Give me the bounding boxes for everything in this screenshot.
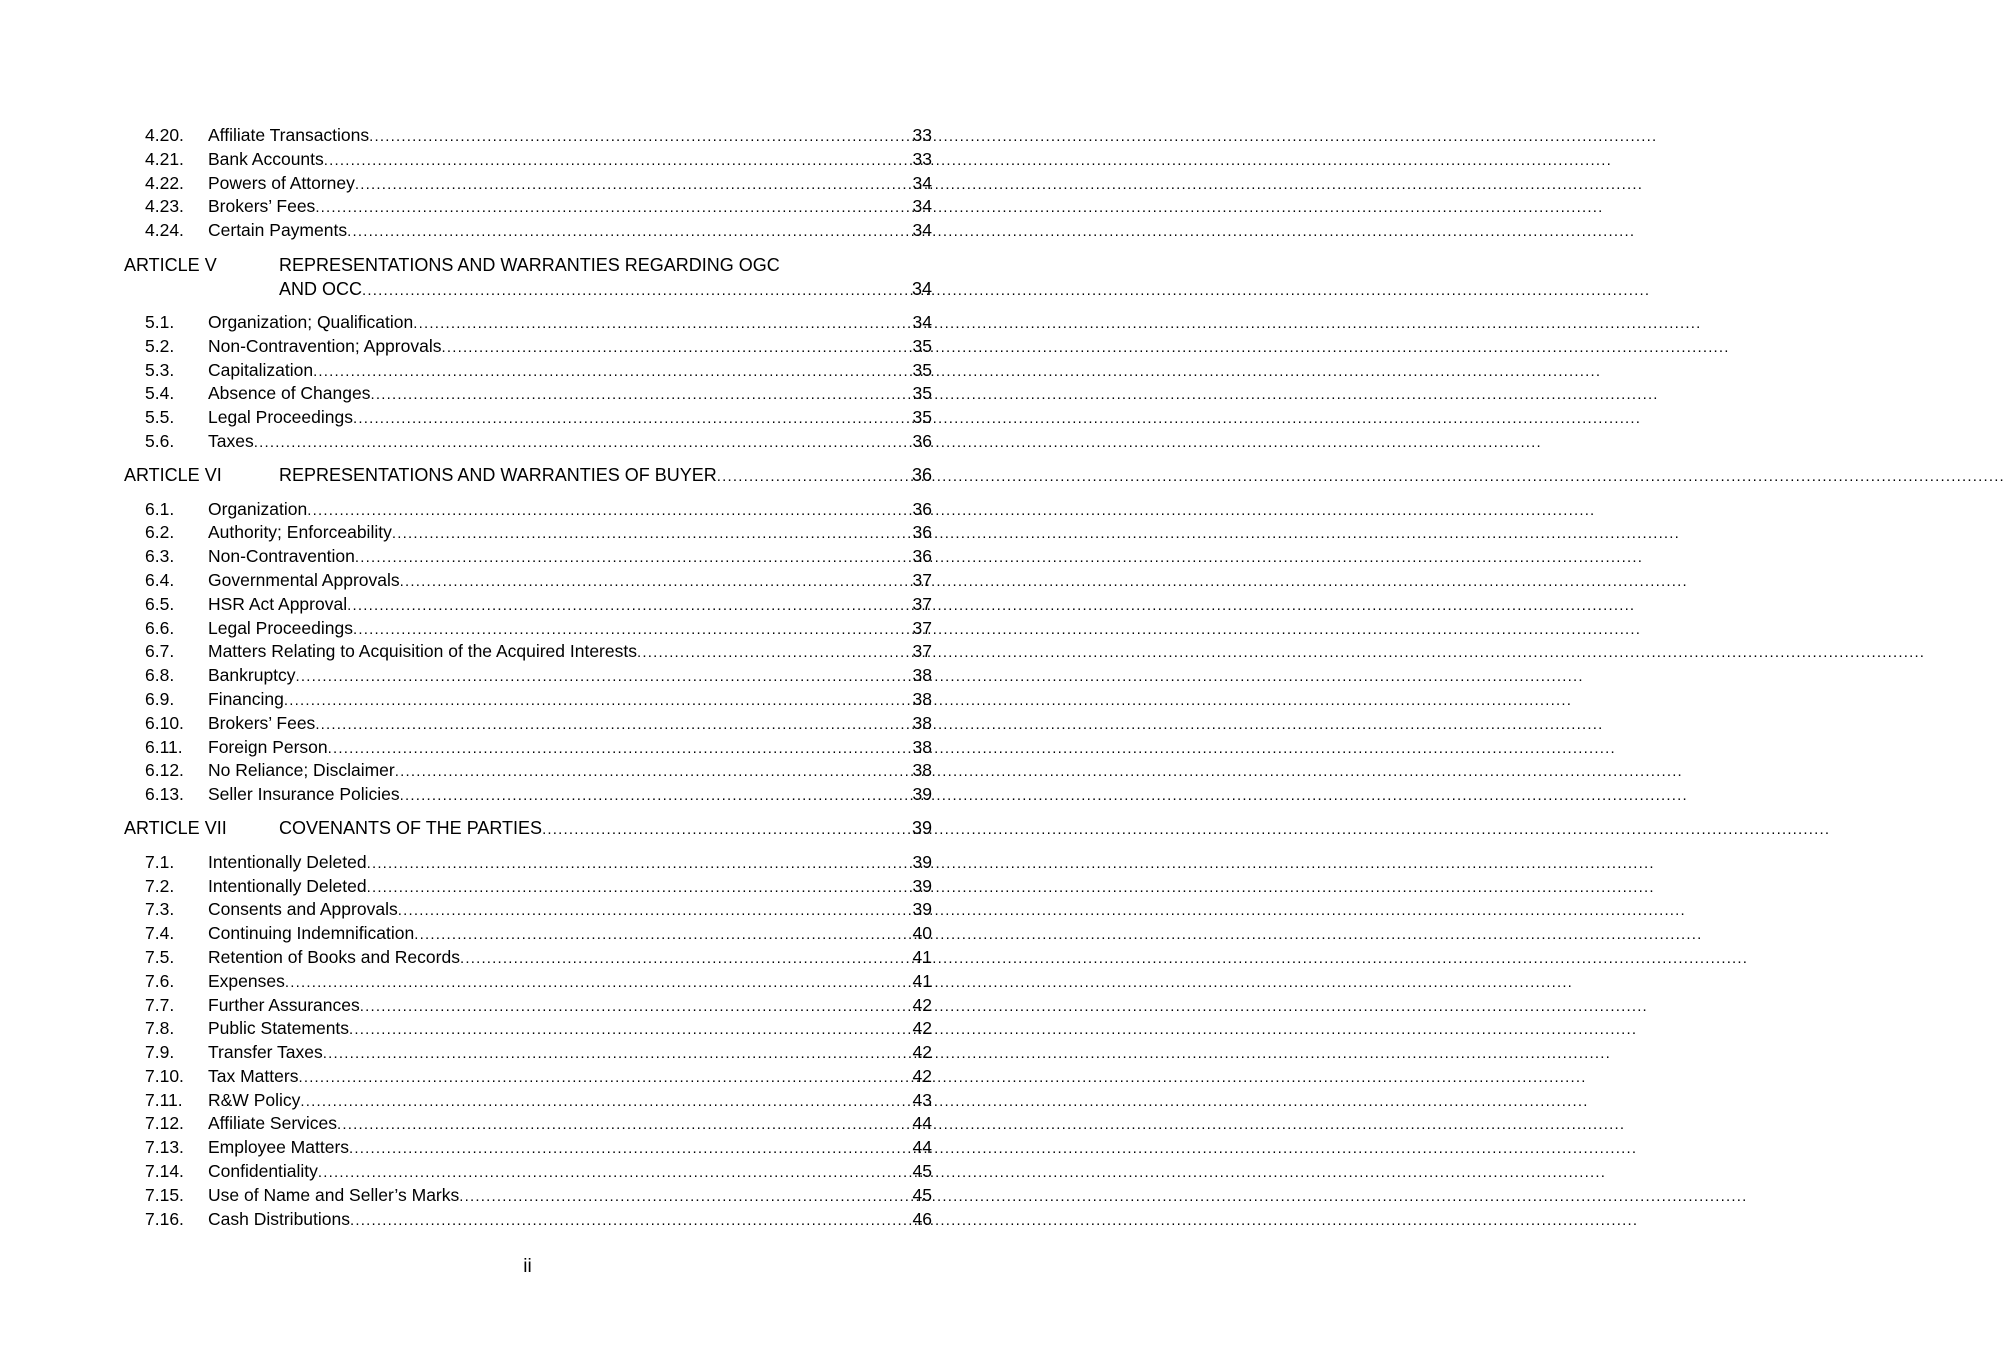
toc-entry-title: Matters Relating to Acquisition of the Acquired Interests bbox=[208, 641, 637, 662]
toc-entry-number: 7.4. bbox=[145, 923, 175, 944]
dot-leader bbox=[362, 279, 911, 303]
toc-entry-number: 6.7. bbox=[145, 641, 175, 662]
dot-leader bbox=[323, 1042, 912, 1066]
toc-entry-number: 7.2. bbox=[145, 875, 175, 896]
toc-entry-page: 42 bbox=[912, 1042, 932, 1063]
toc-entry-title: Legal Proceedings bbox=[208, 407, 353, 428]
toc-entry-page: 45 bbox=[912, 1161, 932, 1182]
toc-entry[interactable] bbox=[124, 1017, 932, 1041]
toc-entry-number: 6.8. bbox=[145, 665, 175, 686]
toc-entry-title: Affiliate Services bbox=[208, 1113, 338, 1134]
toc-entry-number: 7.12. bbox=[145, 1113, 184, 1134]
toc-entry-title: No Reliance; Disclaimer bbox=[208, 760, 395, 781]
dot-leader bbox=[347, 594, 911, 618]
toc-entry-number: 6.13. bbox=[145, 784, 184, 805]
toc-entry-number: 4.23. bbox=[145, 196, 184, 217]
toc-entry-title: Seller Insurance Policies bbox=[208, 784, 400, 805]
toc-entry-number: 6.10. bbox=[145, 712, 184, 733]
toc-entry-page: 46 bbox=[912, 1208, 932, 1229]
dot-leader bbox=[349, 1137, 912, 1161]
toc-entry-title: Transfer Taxes bbox=[208, 1042, 323, 1063]
toc-entry[interactable] bbox=[124, 1184, 932, 1208]
toc-entry[interactable] bbox=[124, 311, 932, 335]
toc-entry[interactable] bbox=[124, 545, 932, 569]
toc-entry-page: 33 bbox=[912, 125, 932, 145]
dot-leader bbox=[307, 499, 911, 523]
toc-entry-title: Taxes bbox=[208, 430, 254, 451]
dot-leader bbox=[392, 522, 912, 546]
toc-entry[interactable] bbox=[124, 359, 932, 383]
toc-entry-page: 33 bbox=[912, 148, 932, 169]
toc-entry[interactable] bbox=[124, 521, 932, 545]
toc-entry-title: Organization bbox=[208, 498, 308, 519]
toc-entry-page: 44 bbox=[912, 1137, 932, 1158]
toc-entry-title: Confidentiality bbox=[208, 1161, 318, 1182]
toc-entry-number: 7.5. bbox=[145, 946, 175, 967]
dot-leader bbox=[400, 784, 912, 808]
toc-entry-title: Non-Contravention; Approvals bbox=[208, 335, 442, 356]
toc-entry[interactable] bbox=[124, 875, 932, 899]
toc-article-heading[interactable] bbox=[124, 817, 932, 841]
toc-entry-page: 37 bbox=[912, 593, 932, 614]
dot-leader bbox=[285, 971, 912, 995]
toc-entry-title: Employee Matters bbox=[208, 1137, 350, 1158]
toc-entry-number: 5.3. bbox=[145, 359, 175, 380]
toc-entry-number: 6.11. bbox=[145, 736, 183, 757]
toc-entry-title: Brokers’ Fees bbox=[208, 196, 316, 217]
toc-entry-title: Further Assurances bbox=[208, 994, 360, 1015]
toc-entry[interactable] bbox=[124, 219, 932, 243]
toc-entry-title: Authority; Enforceability bbox=[208, 522, 392, 543]
article-title-line2: AND OCC bbox=[279, 278, 363, 299]
toc-entry-number: 4.21. bbox=[145, 148, 184, 169]
toc-entry[interactable] bbox=[124, 1208, 932, 1232]
dot-leader bbox=[349, 1018, 911, 1042]
toc-entry[interactable] bbox=[124, 994, 932, 1018]
toc-entry-number: 7.16. bbox=[145, 1208, 184, 1229]
toc-entry-title: Bankruptcy bbox=[208, 665, 296, 686]
toc-entry-title: R&W Policy bbox=[208, 1089, 301, 1110]
toc-entry-page: 37 bbox=[912, 641, 932, 662]
dot-leader bbox=[284, 689, 912, 713]
toc-entry[interactable] bbox=[124, 783, 932, 807]
dot-leader bbox=[254, 431, 912, 455]
toc-entry-title: Use of Name and Seller’s Marks bbox=[208, 1184, 460, 1205]
toc-entry-title: Financing bbox=[208, 688, 284, 709]
article-label: ARTICLE VII bbox=[124, 817, 227, 838]
toc-entry-title: Brokers’ Fees bbox=[208, 712, 316, 733]
toc-entry-number: 7.8. bbox=[145, 1018, 175, 1039]
toc-entry-page: 37 bbox=[912, 569, 932, 590]
toc-entry-number: 6.3. bbox=[145, 546, 175, 567]
toc-entry[interactable] bbox=[124, 640, 932, 664]
toc-entry[interactable] bbox=[124, 195, 932, 219]
dot-leader bbox=[328, 737, 912, 761]
toc-entry-title: Legal Proceedings bbox=[208, 617, 353, 638]
dot-leader bbox=[398, 899, 912, 923]
toc-entry-page: 35 bbox=[912, 359, 932, 380]
toc-entry-title: Absence of Changes bbox=[208, 383, 371, 404]
table-of-contents bbox=[124, 124, 932, 1231]
dot-leader bbox=[413, 312, 911, 336]
dot-leader bbox=[315, 713, 911, 737]
toc-entry-number: 5.2. bbox=[145, 335, 175, 356]
toc-entry-title: Affiliate Transactions bbox=[208, 125, 370, 145]
toc-entry-page: 34 bbox=[912, 220, 932, 241]
toc-entry-page: 36 bbox=[912, 546, 932, 567]
article-page: 34 bbox=[911, 278, 932, 299]
toc-entry-page: 43 bbox=[912, 1089, 932, 1110]
toc-entry-title: Consents and Approvals bbox=[208, 899, 398, 920]
toc-entry-page: 42 bbox=[912, 1018, 932, 1039]
dot-leader bbox=[369, 125, 911, 149]
toc-entry-number: 6.1. bbox=[145, 498, 175, 519]
toc-entry-page: 39 bbox=[912, 899, 932, 920]
dot-leader bbox=[347, 220, 911, 244]
dot-leader bbox=[355, 173, 912, 197]
dot-leader bbox=[414, 923, 911, 947]
dot-leader bbox=[542, 818, 911, 842]
toc-entry-page: 38 bbox=[912, 712, 932, 733]
toc-entry[interactable] bbox=[124, 124, 932, 148]
toc-entry-title: Foreign Person bbox=[208, 736, 328, 757]
toc-entry-number: 7.13. bbox=[145, 1137, 184, 1158]
dot-leader bbox=[300, 1090, 911, 1114]
toc-entry[interactable] bbox=[124, 922, 932, 946]
toc-entry-number: 7.6. bbox=[145, 970, 175, 991]
toc-entry[interactable] bbox=[124, 1160, 932, 1184]
dot-leader bbox=[296, 665, 912, 689]
dot-leader bbox=[315, 196, 911, 220]
toc-entry-title: Powers of Attorney bbox=[208, 172, 355, 193]
toc-entry[interactable] bbox=[124, 617, 932, 641]
toc-entry-number: 7.11. bbox=[145, 1089, 183, 1110]
toc-entry-page: 36 bbox=[912, 498, 932, 519]
dot-leader bbox=[395, 760, 912, 784]
toc-entry-number: 7.9. bbox=[145, 1042, 175, 1063]
dot-leader bbox=[318, 1161, 912, 1185]
dot-leader bbox=[370, 383, 911, 407]
toc-entry[interactable] bbox=[124, 736, 932, 760]
dot-leader bbox=[637, 641, 912, 665]
toc-entry-title: Continuing Indemnification bbox=[208, 923, 415, 944]
dot-leader bbox=[459, 1185, 911, 1209]
toc-entry[interactable] bbox=[124, 712, 932, 736]
dot-leader bbox=[350, 1209, 912, 1233]
toc-entry[interactable] bbox=[124, 1136, 932, 1160]
toc-entry-title: Public Statements bbox=[208, 1018, 350, 1039]
toc-entry-page: 42 bbox=[912, 1065, 932, 1086]
toc-entry-number: 6.9. bbox=[145, 688, 175, 709]
toc-entry[interactable] bbox=[124, 382, 932, 406]
toc-entry-number: 7.10. bbox=[145, 1065, 184, 1086]
toc-entry-number: 5.4. bbox=[145, 383, 175, 404]
toc-entry-number: 7.14. bbox=[145, 1161, 184, 1182]
toc-entry-number: 7.7. bbox=[145, 994, 175, 1015]
toc-entry-page: 35 bbox=[912, 335, 932, 356]
dot-leader bbox=[355, 546, 912, 570]
page-number: ii bbox=[523, 1256, 532, 1277]
article-title: REPRESENTATIONS AND WARRANTIES OF BUYER bbox=[279, 464, 717, 485]
toc-entry[interactable] bbox=[124, 1041, 932, 1065]
toc-entry[interactable] bbox=[124, 406, 932, 430]
toc-entry-title: Intentionally Deleted bbox=[208, 851, 367, 872]
toc-entry[interactable] bbox=[124, 569, 932, 593]
dot-leader bbox=[353, 407, 912, 431]
toc-entry-title: Bank Accounts bbox=[208, 148, 324, 169]
toc-entry-page: 41 bbox=[912, 946, 932, 967]
toc-entry-page: 38 bbox=[912, 688, 932, 709]
toc-entry-title: Retention of Books and Records bbox=[208, 946, 460, 967]
dot-leader bbox=[360, 995, 912, 1019]
toc-entry-title: Governmental Approvals bbox=[208, 569, 400, 590]
toc-entry-number: 6.5. bbox=[145, 593, 175, 614]
toc-entry[interactable] bbox=[124, 172, 932, 196]
toc-entry-page: 36 bbox=[912, 522, 932, 543]
toc-entry[interactable] bbox=[124, 498, 932, 522]
toc-entry[interactable] bbox=[124, 970, 932, 994]
dot-leader bbox=[717, 465, 911, 489]
dot-leader bbox=[313, 360, 911, 384]
toc-entry-number: 6.12. bbox=[145, 760, 184, 781]
article-title-line1: REPRESENTATIONS AND WARRANTIES REGARDING OGC bbox=[279, 254, 780, 275]
toc-entry[interactable] bbox=[124, 1065, 932, 1089]
toc-entry-page: 36 bbox=[912, 430, 932, 451]
toc-entry-number: 4.20. bbox=[145, 125, 184, 145]
toc-entry-page: 38 bbox=[912, 665, 932, 686]
toc-entry-page: 35 bbox=[912, 383, 932, 404]
toc-entry-title: Organization; Qualification bbox=[208, 311, 414, 332]
toc-entry-number: 7.1. bbox=[145, 851, 175, 872]
toc-entry[interactable] bbox=[124, 664, 932, 688]
toc-entry-title: Cash Distributions bbox=[208, 1208, 350, 1229]
toc-entry-page: 45 bbox=[912, 1184, 932, 1205]
toc-entry[interactable] bbox=[124, 1089, 932, 1113]
toc-entry-page: 34 bbox=[912, 311, 932, 332]
dot-leader bbox=[353, 618, 912, 642]
toc-entry-page: 38 bbox=[912, 736, 932, 757]
dot-leader bbox=[460, 947, 912, 971]
toc-entry-number: 7.3. bbox=[145, 899, 175, 920]
toc-entry-title: Certain Payments bbox=[208, 220, 348, 241]
toc-entry-title: Tax Matters bbox=[208, 1065, 299, 1086]
toc-article-heading[interactable] bbox=[124, 253, 932, 301]
toc-entry-page: 41 bbox=[912, 970, 932, 991]
toc-entry-page: 40 bbox=[912, 923, 932, 944]
toc-entry-title: Capitalization bbox=[208, 359, 314, 380]
toc-entry[interactable] bbox=[124, 898, 932, 922]
toc-entry-page: 38 bbox=[912, 760, 932, 781]
toc-entry[interactable] bbox=[124, 335, 932, 359]
dot-leader bbox=[400, 570, 912, 594]
toc-entry-number: 5.1. bbox=[145, 311, 175, 332]
toc-entry-page: 39 bbox=[912, 851, 932, 872]
dot-leader bbox=[367, 876, 912, 900]
dot-leader bbox=[324, 149, 912, 173]
toc-entry[interactable] bbox=[124, 430, 932, 454]
toc-entry-number: 7.15. bbox=[145, 1184, 184, 1205]
toc-entry-page: 34 bbox=[912, 196, 932, 217]
toc-entry[interactable] bbox=[124, 148, 932, 172]
toc-article-heading[interactable] bbox=[124, 464, 932, 488]
toc-entry-page: 37 bbox=[912, 617, 932, 638]
toc-entry[interactable] bbox=[124, 593, 932, 617]
toc-entry[interactable] bbox=[124, 688, 932, 712]
toc-entry-title: Expenses bbox=[208, 970, 285, 991]
toc-entry-page: 34 bbox=[912, 172, 932, 193]
dot-leader bbox=[441, 336, 911, 360]
toc-entry-title: HSR Act Approval bbox=[208, 593, 348, 614]
dot-leader bbox=[298, 1066, 911, 1090]
toc-entry-number: 4.24. bbox=[145, 220, 184, 241]
article-title: COVENANTS OF THE PARTIES bbox=[279, 817, 543, 838]
toc-entry-number: 6.6. bbox=[145, 617, 175, 638]
toc-entry[interactable] bbox=[124, 851, 932, 875]
toc-entry[interactable] bbox=[124, 759, 932, 783]
toc-entry[interactable] bbox=[124, 946, 932, 970]
toc-entry-number: 4.22. bbox=[145, 172, 184, 193]
toc-entry-number: 6.4. bbox=[145, 569, 175, 590]
toc-entry-page: 39 bbox=[912, 875, 932, 896]
article-page: 39 bbox=[911, 817, 932, 838]
toc-entry-page: 35 bbox=[912, 407, 932, 428]
toc-entry-page: 42 bbox=[912, 994, 932, 1015]
dot-leader bbox=[337, 1113, 911, 1137]
toc-entry-number: 5.5. bbox=[145, 407, 175, 428]
toc-entry-title: Non-Contravention bbox=[208, 546, 355, 567]
toc-entry-page: 39 bbox=[912, 784, 932, 805]
toc-entry[interactable] bbox=[124, 1112, 932, 1136]
toc-entry-number: 6.2. bbox=[145, 522, 175, 543]
toc-entry-number: 5.6. bbox=[145, 430, 175, 451]
article-page: 36 bbox=[911, 464, 932, 485]
article-label: ARTICLE V bbox=[124, 254, 217, 275]
article-label: ARTICLE VI bbox=[124, 464, 222, 485]
dot-leader bbox=[367, 852, 912, 876]
toc-entry-title: Intentionally Deleted bbox=[208, 875, 367, 896]
toc-entry-page: 44 bbox=[912, 1113, 932, 1134]
